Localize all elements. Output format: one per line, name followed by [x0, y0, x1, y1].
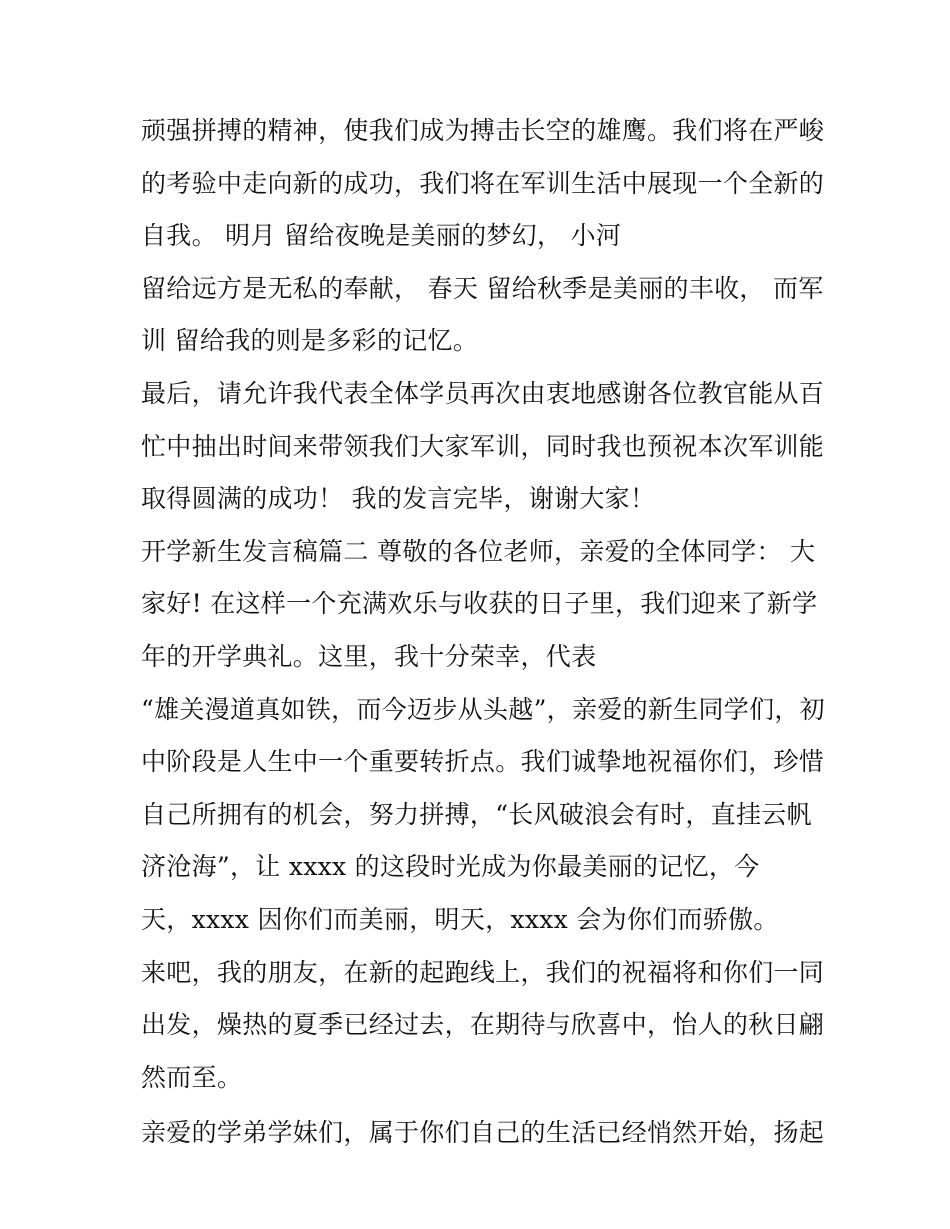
text-line: 的考验中走向新的成功，我们将在军训生活中展现一个全新的: [141, 168, 825, 198]
document-body: [141, 105, 825, 1160]
text-line: 取得圆满的成功！ 我的发言完毕，谢谢大家！: [141, 484, 656, 514]
text-line: 最后，请允许我代表全体学员再次由衷地感谢各位教官能从百: [141, 378, 825, 408]
text-line: 然而至。: [141, 1062, 243, 1092]
text-line: 训 留给我的则是多彩的记忆。: [141, 326, 479, 356]
text-line: 年的开学典礼。这里，我十分荣幸，代表: [141, 641, 597, 671]
text-line: 亲爱的学弟学妹们，属于你们自己的生活已经悄然开始，扬起: [141, 1118, 825, 1148]
text-line: 自己所拥有的机会，努力拼搏，“长风破浪会有时，直挂云帆: [141, 799, 812, 829]
text-line: 顽强拼搏的精神，使我们成为搏击长空的雄鹰。我们将在严峻: [141, 116, 825, 145]
text-line: 开学新生发言稿篇二 尊敬的各位老师，亲爱的全体同学： 大: [141, 536, 816, 566]
text-line: 出发，燥热的夏季已经过去，在期待与欣喜中，怡人的秋日翩: [141, 1010, 825, 1040]
text-line: 中阶段是人生中一个重要转折点。我们诚挚地祝福你们，珍惜: [141, 747, 825, 777]
text-line: 家好! 在这样一个充满欢乐与收获的日子里，我们迎来了新学: [141, 589, 818, 619]
text-line: 留给远方是无私的奉献， 春天 留给秋季是美丽的丰收， 而军: [141, 273, 824, 303]
text-line: 来吧，我的朋友，在新的起跑线上，我们的祝福将和你们一同: [141, 957, 825, 987]
text-line: “雄关漫道真如铁，而今迈步从头越”，亲爱的新生同学们，初: [141, 694, 825, 724]
text-line: 自我。 明月 留给夜晚是美丽的梦幻， 小河: [141, 221, 622, 251]
text-line: 忙中抽出时间来带领我们大家军训，同时我也预祝本次军训能: [141, 431, 825, 461]
text-line: 济沧海”，让 xxxx 的这段时光成为你最美丽的记忆，今: [141, 852, 760, 882]
text-line: 天，xxxx 因你们而美丽，明天，xxxx 会为你们而骄傲。: [141, 904, 779, 934]
